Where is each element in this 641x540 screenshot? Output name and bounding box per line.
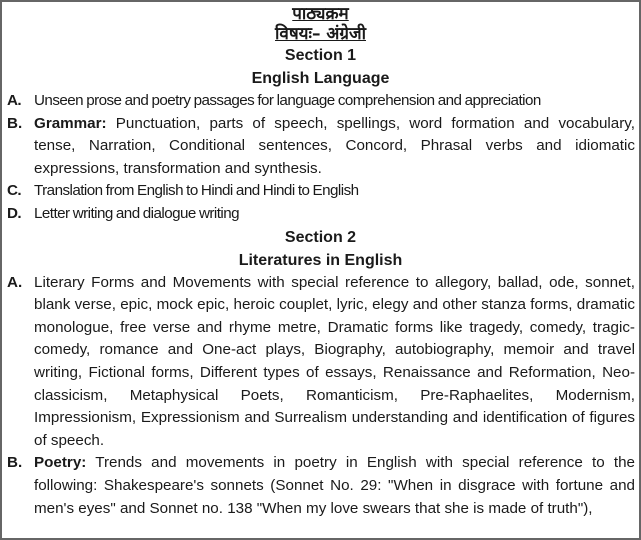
section-1-heading: Section 1 xyxy=(284,47,357,64)
section-1-item-b xyxy=(2,113,639,181)
item-letter: D. xyxy=(7,204,22,222)
section-2-item-b xyxy=(2,452,639,520)
section-2-item-a xyxy=(2,272,639,453)
section-1-item-d xyxy=(2,203,639,226)
item-text: Literary Forms and Movements with special reference to allegory, ballad, ode, sonnet, blank verse, epic, mock epic, heroic couplet, lyric, elegy and other stanza forms, dramatic monologue, free verse and rhyme metre, Dramatic forms like tragedy, comedy, tragic-comedy, romance and One-act plays, Biography, autobiography, memoir and travel writing, Fictional forms, Different types of essays, Renaissance and Reformation, Neo-classicism, Metaphysical Poets, Romanticism, Pre-Raphaelites, Modernism, Impressionism, Expressionism and Surrealism understanding and identification of figures of speech. xyxy=(34,273,635,449)
section-2-heading: Section 2 xyxy=(284,228,357,246)
item-letter: B. xyxy=(7,114,23,132)
item-text: Letter writing and dialogue writing xyxy=(34,204,240,222)
item-lead: Poetry: xyxy=(34,454,87,472)
section-1-subheading: English Language xyxy=(251,70,390,87)
subject-title-hindi: विषयः– अंग्रेजी xyxy=(275,24,366,44)
item-text: Translation from English to Hindi and Hindi to English xyxy=(34,182,359,200)
section-2-subheading: Literatures in English xyxy=(238,251,403,269)
item-letter: B. xyxy=(7,454,23,472)
item-lead: Grammar: xyxy=(34,114,107,132)
item-text: Unseen prose and poetry passages for language comprehension and appreciation xyxy=(34,92,541,109)
item-text: Trends and movements in poetry in English with special reference to the following: Shakespeare's sonnets (Sonnet No. 29: "When in disgrace with fortune and men's eyes" and Sonnet no. 138 "When my love swears that she is made of truth"), xyxy=(34,454,635,517)
section-1-item-c xyxy=(2,180,639,203)
item-text: Punctuation, parts of speech, spellings, word formation and vocabulary, tense, Narration, Conditional sentences, Concord, Phrasal verbs and idiomatic expressions, transformation and synthesis. xyxy=(34,114,635,177)
section-1-item-a xyxy=(2,90,639,113)
syllabus-title-hindi: पाठ्यक्रम xyxy=(292,4,349,24)
item-letter: C. xyxy=(7,182,22,200)
item-letter: A. xyxy=(7,273,23,291)
item-letter: A. xyxy=(7,92,22,109)
